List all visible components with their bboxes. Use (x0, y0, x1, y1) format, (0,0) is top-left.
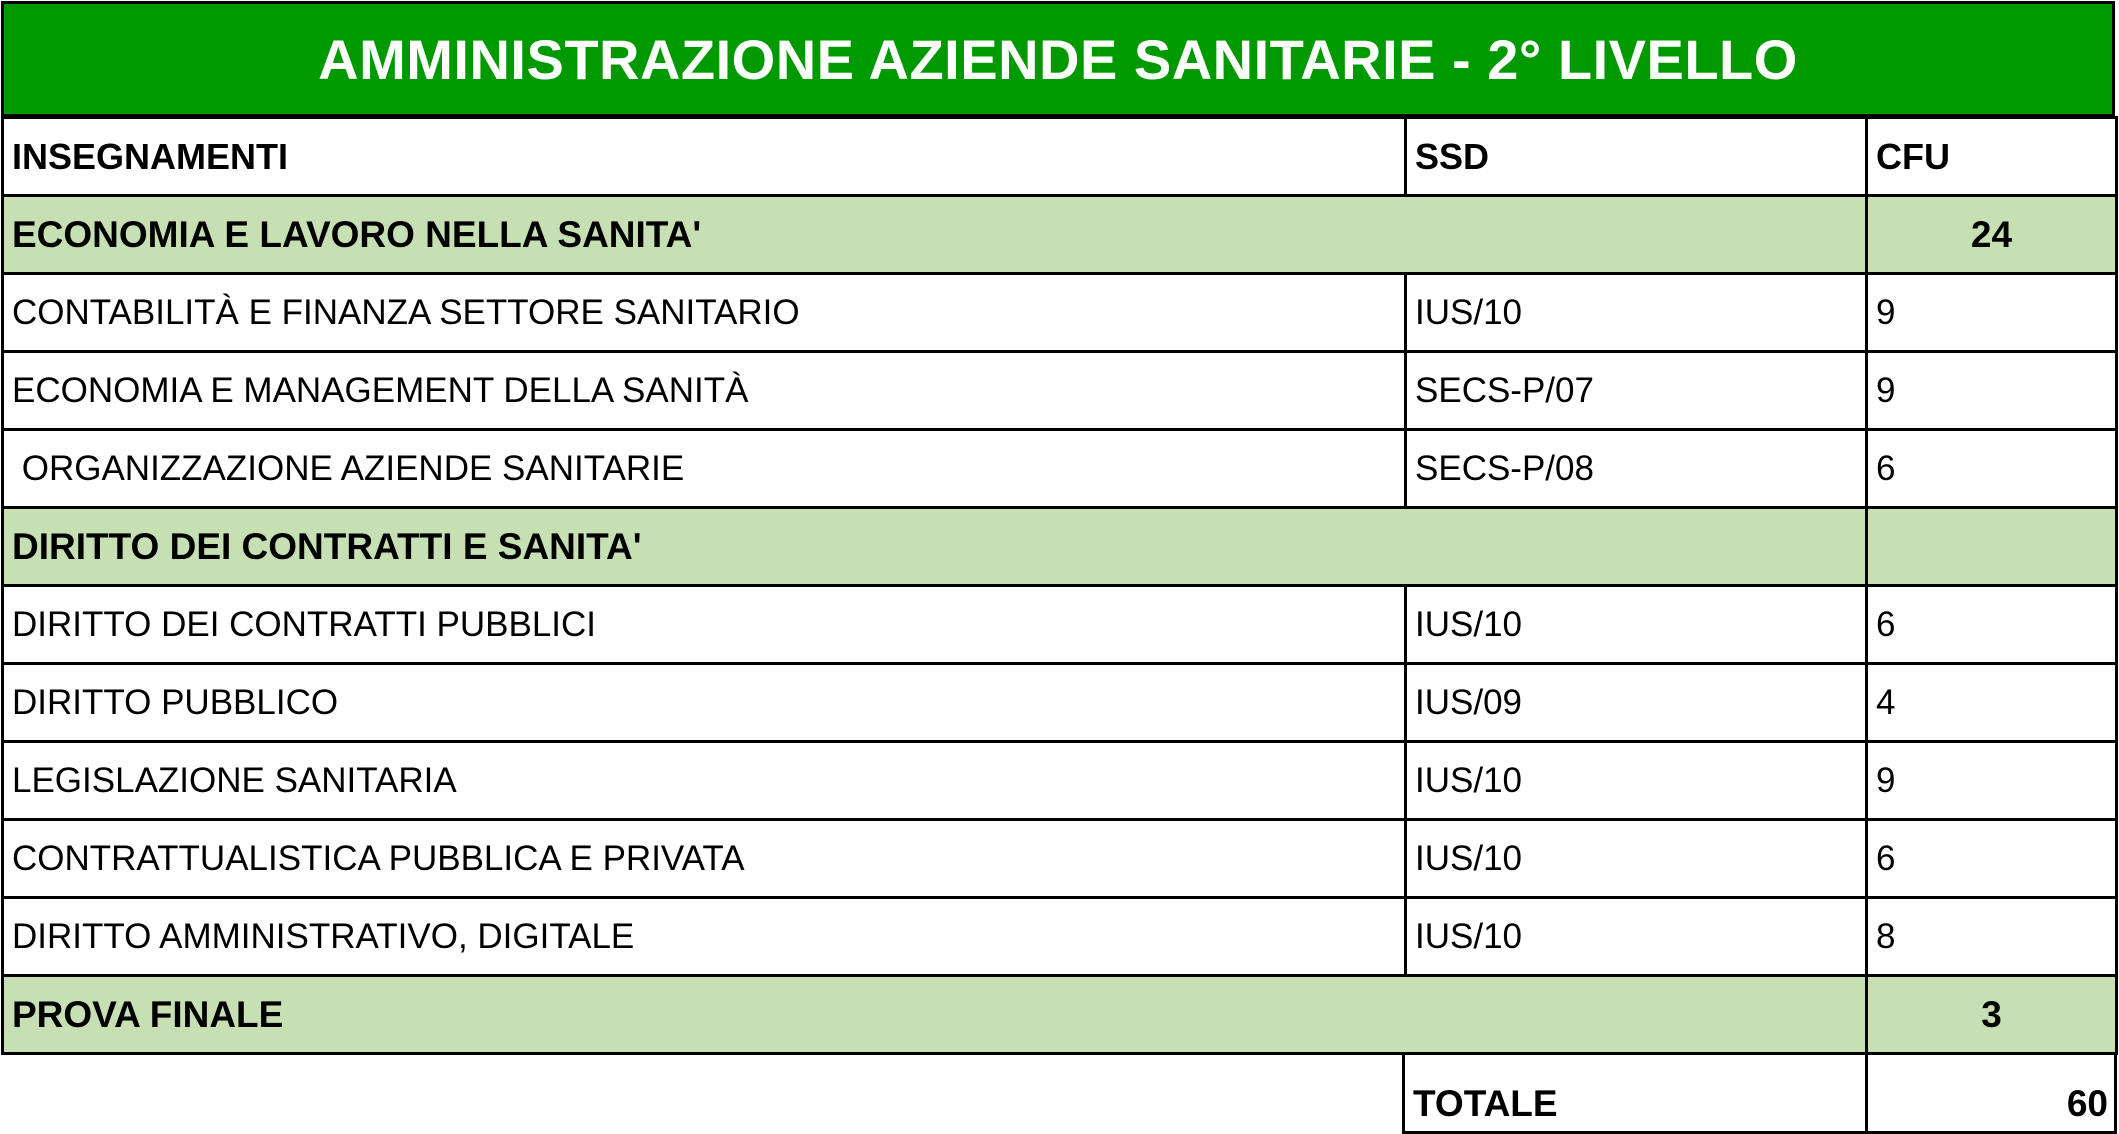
table-row (3, 352, 2117, 430)
section-row (3, 196, 2117, 274)
table-row (3, 898, 2117, 976)
course-name: DIRITTO PUBBLICO (3, 664, 1406, 742)
course-name: CONTABILITÀ E FINANZA SETTORE SANITARIO (3, 274, 1406, 352)
section-cfu (1867, 508, 2117, 586)
table-row (3, 586, 2117, 664)
section-row (3, 508, 2117, 586)
course-cfu: 4 (1867, 664, 2117, 742)
course-name: ECONOMIA E MANAGEMENT DELLA SANITÀ (3, 352, 1406, 430)
header-cfu: CFU (1867, 118, 2117, 196)
table-row (3, 274, 2117, 352)
course-name: DIRITTO AMMINISTRATIVO, DIGITALE (3, 898, 1406, 976)
course-ssd: SECS-P/07 (1406, 352, 1867, 430)
course-name: DIRITTO DEI CONTRATTI PUBBLICI (3, 586, 1406, 664)
table-row (3, 820, 2117, 898)
total-value: 60 (1865, 1052, 2117, 1134)
course-cfu: 8 (1867, 898, 2117, 976)
table-row (3, 742, 2117, 820)
course-ssd: IUS/10 (1406, 586, 1867, 664)
table-row (3, 664, 2117, 742)
course-ssd: IUS/09 (1406, 664, 1867, 742)
course-cfu: 9 (1867, 352, 2117, 430)
course-name: CONTRATTUALISTICA PUBBLICA E PRIVATA (3, 820, 1406, 898)
course-ssd: IUS/10 (1406, 742, 1867, 820)
course-name: LEGISLAZIONE SANITARIA (3, 742, 1406, 820)
course-cfu: 9 (1867, 742, 2117, 820)
table-row (3, 430, 2117, 508)
course-ssd: IUS/10 (1406, 820, 1867, 898)
total-row (1402, 1052, 2117, 1134)
course-name: ORGANIZZAZIONE AZIENDE SANITARIE (3, 430, 1406, 508)
section-name: PROVA FINALE (3, 976, 1867, 1054)
section-cfu: 24 (1867, 196, 2117, 274)
courses-table (1, 116, 2118, 1055)
course-ssd: SECS-P/08 (1406, 430, 1867, 508)
course-ssd: IUS/10 (1406, 898, 1867, 976)
course-cfu: 9 (1867, 274, 2117, 352)
section-name: ECONOMIA E LAVORO NELLA SANITA' (3, 196, 1867, 274)
page-title: AMMINISTRAZIONE AZIENDE SANITARIE - 2° LIVELLO (318, 27, 1798, 91)
section-row (3, 976, 2117, 1054)
section-name: DIRITTO DEI CONTRATTI E SANITA' (3, 508, 1867, 586)
course-cfu: 6 (1867, 820, 2117, 898)
course-cfu: 6 (1867, 430, 2117, 508)
section-cfu: 3 (1867, 976, 2117, 1054)
title-banner (1, 1, 2115, 117)
table-header-row (3, 118, 2117, 196)
courses-table-body (3, 118, 2117, 1054)
header-insegnamenti: INSEGNAMENTI (3, 118, 1406, 196)
course-cfu: 6 (1867, 586, 2117, 664)
course-ssd: IUS/10 (1406, 274, 1867, 352)
total-label: TOTALE (1402, 1052, 1865, 1134)
header-ssd: SSD (1406, 118, 1867, 196)
